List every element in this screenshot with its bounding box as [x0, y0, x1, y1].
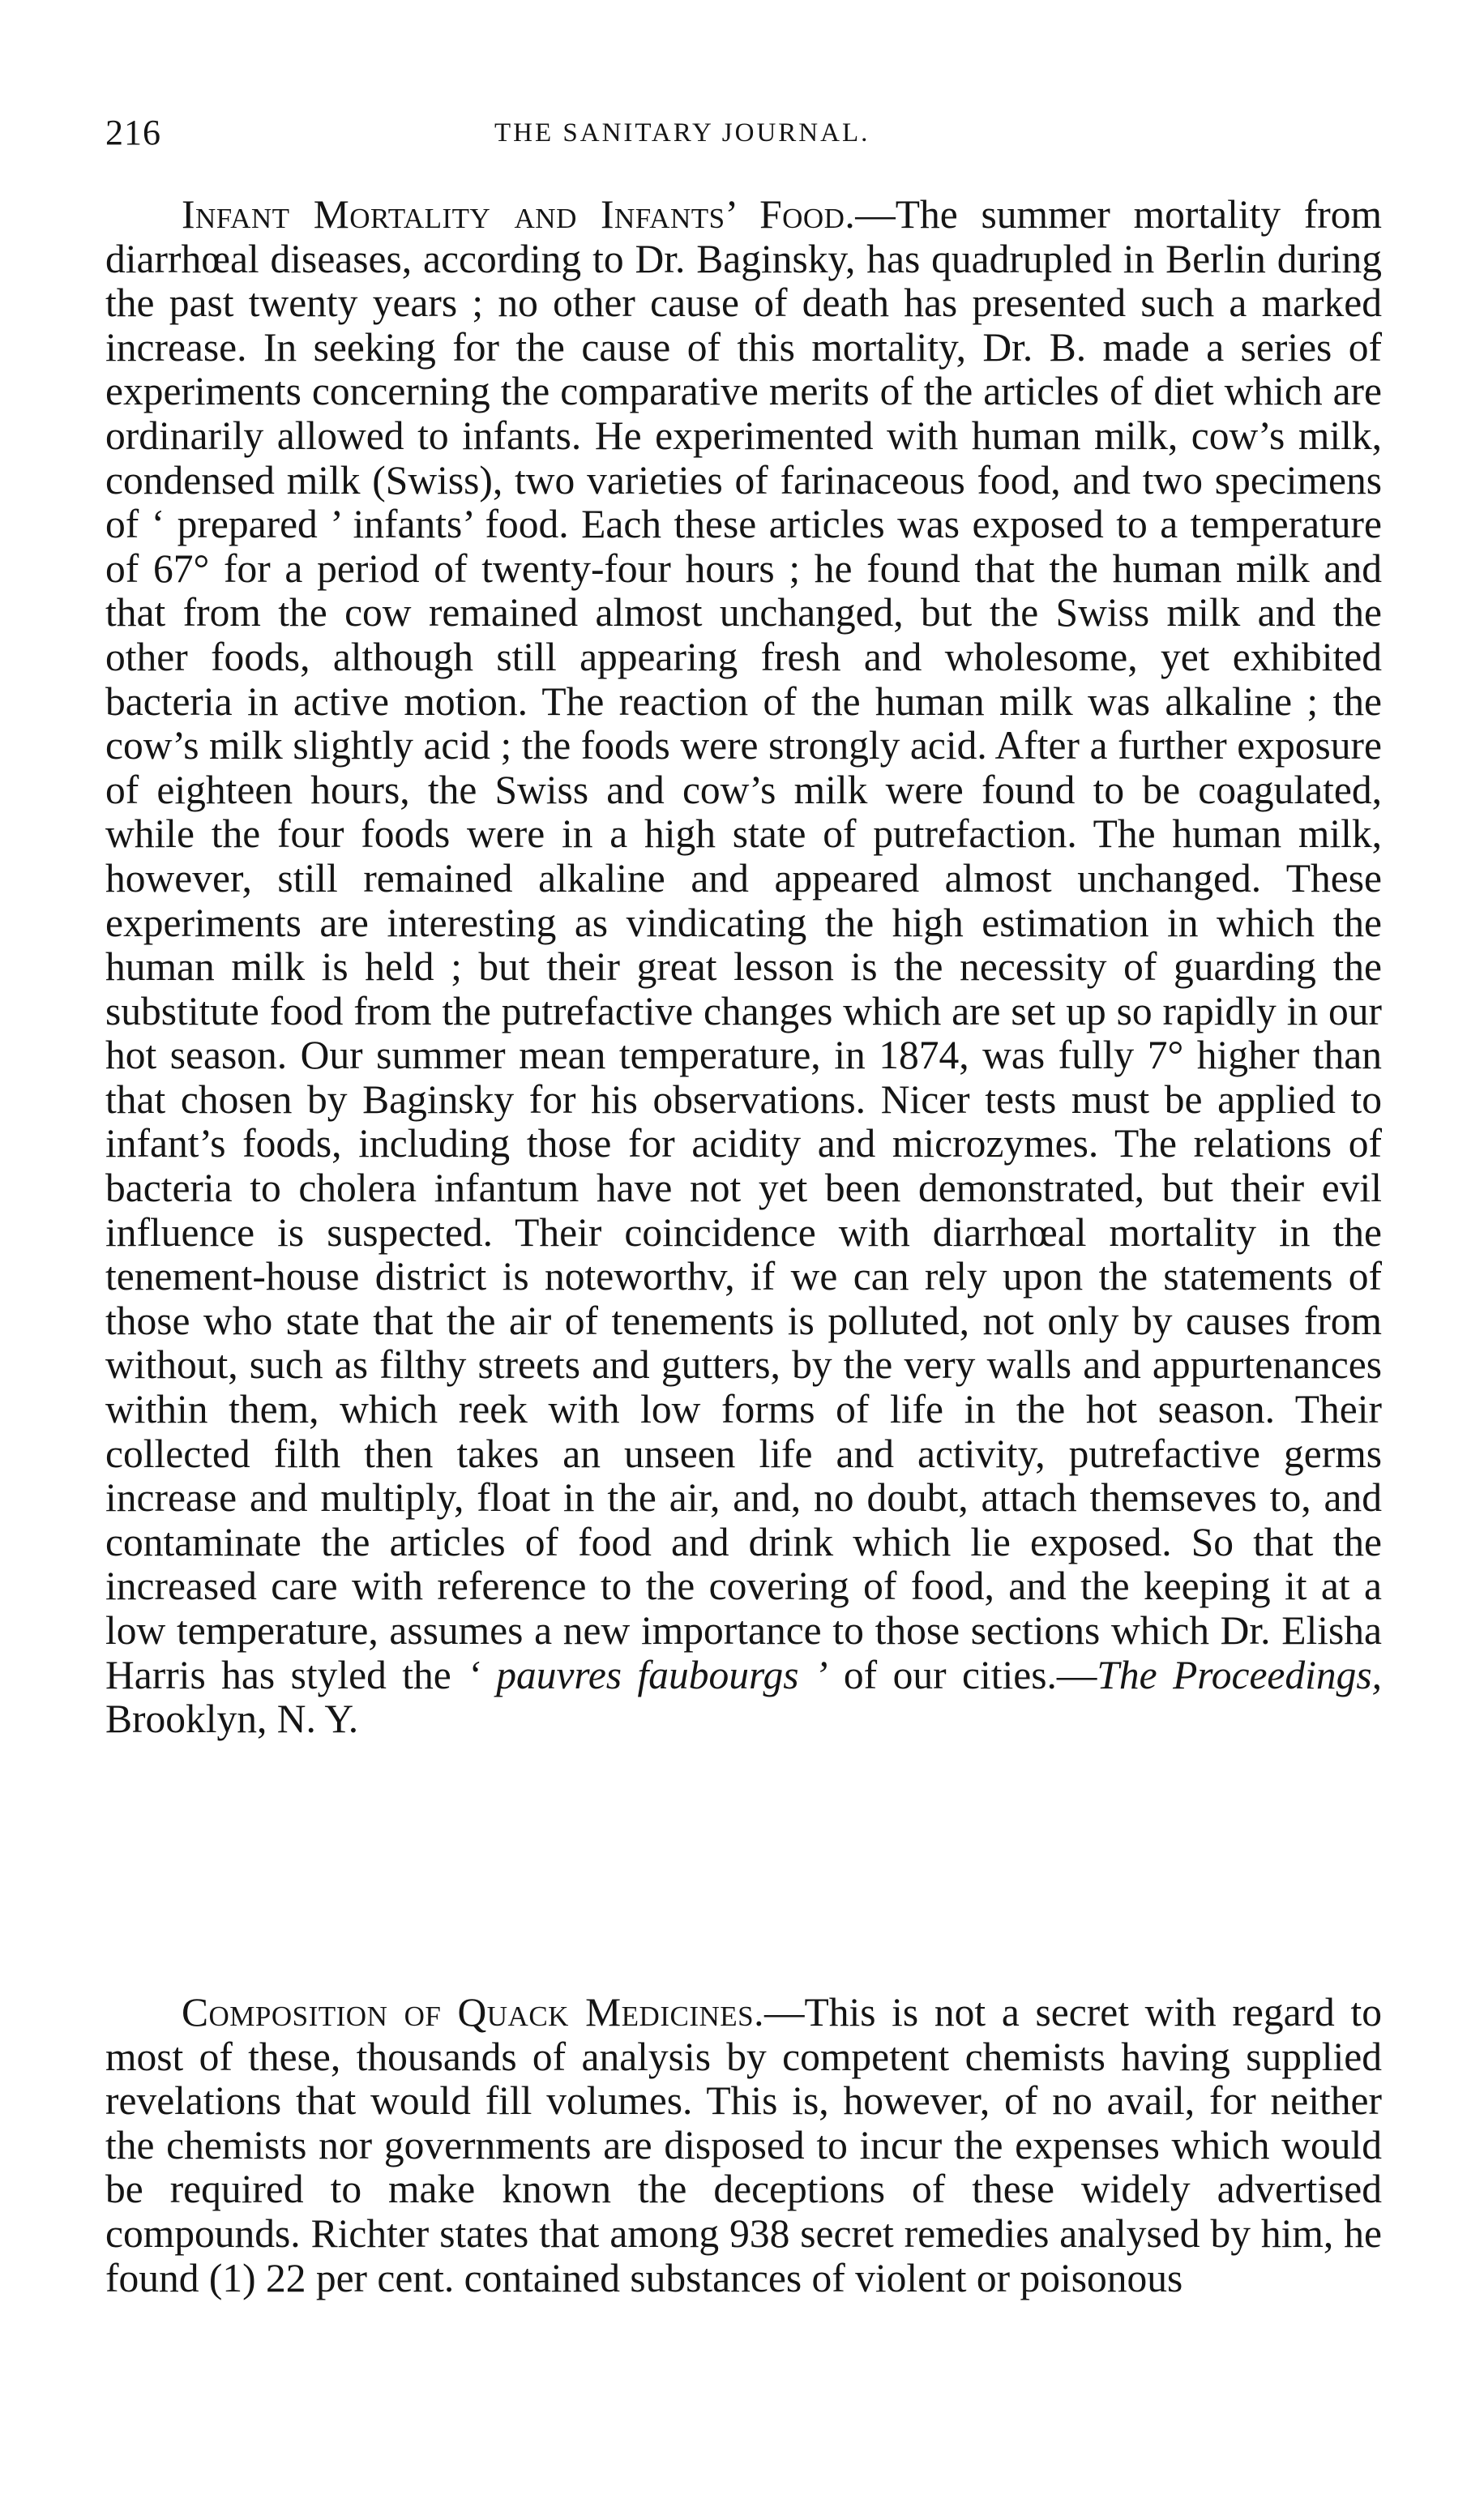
article-infant-mortality: [105, 193, 1382, 1742]
italic-phrase: ‘ pauvres faubourgs ’: [467, 1652, 828, 1697]
source-location: Brooklyn, N. Y.: [105, 1697, 359, 1742]
source-citation: The Proceedings,: [1097, 1652, 1383, 1697]
article-quack-medicines: [105, 1991, 1382, 2300]
running-title: THE SANITARY JOURNAL.: [494, 118, 870, 148]
article-body-text: —The summer mortality from diarrhœal diseases, according to Dr. Baginsky, has quadrupled in Berlin during the past twenty years ; no other cause of death has presented such a marked increase. In seeking for the cause of this mortality, Dr. B. made a series of experiments concerning the comparative merits of the articles of diet which are ordinarily allowed to infants. He experimented with human milk, cow’s milk, condensed milk (Swiss), two varieties of farinaceous food, and two specimens of ‘ prepared ’ infants’ food. Each these articles was exposed to a temperature of 67° for a period of twenty-four hours ; he found that the human milk and that from the cow remained almost unchanged, but the Swiss milk and the other foods, although still appearing fresh and wholesome, yet exhibited bacteria in active motion. The reaction of the human milk was alkaline ; the cow’s milk slightly acid ; the foods were strongly acid. After a further exposure of eighteen hours, the Swiss and cow’s milk were found to be coagulated, while the four foods were in a high state of putrefaction. The human milk, however, still remained alkaline and appeared almost unchanged. These experiments are interesting as vindicating the high estimation in which the human milk is held ; but their great lesson is the necessity of guarding the substitute food from the putrefactive changes which are set up so rapidly in our hot season. Our summer mean temperature, in 1874, was fully 7° higher than that chosen by Baginsky for his observations. Nicer tests must be applied to infant’s foods, including those for acidity and microzymes. The relations of bacteria to cholera infantum have not yet been demonstrated, but their evil influence is suspected. Their coincidence with diarrhœal mortality in the tenement-house district is noteworthv, if we can rely upon the statements of those who state that the air of tenements is polluted, not only by causes from without, such as filthy streets and gutters, by the very walls and appurtenances within them, which reek with low forms of life in the hot season. Their collected filth then takes an unseen life and activity, putrefactive germs increase and multiply, float in the air, and, no doubt, attach themseves to, and contaminate the articles of food and drink which lie exposed. So that the increased care with reference to the covering of food, and the keeping it at a low temperature, assumes a new importance to those sections which Dr. Elisha Harris has styled the: [105, 192, 1382, 1697]
article-heading: Composition of Quack Medicines.: [182, 1990, 764, 2035]
article-heading: Infant Mortality and Infants’ Food.: [182, 192, 856, 237]
article-paragraph: [105, 1991, 1382, 2300]
page-number: 216: [105, 113, 161, 152]
article-text-continued: of our cities.—: [828, 1652, 1097, 1697]
article-body-text: —This is not a secret with regard to most of these, thousands of analysis by competent chemists having supplied revelations that would fill volumes. This is, however, of no avail, for neither the chemists nor governments are disposed to incur the expenses which would be required to make known the deceptions of these widely advertised compounds. Richter states that among 938 secret remedies analysed by him, he found (1) 22 per cent. contained substances of violent or poisonous: [105, 1990, 1382, 2300]
article-paragraph: [105, 193, 1382, 1742]
page-header: [105, 112, 1378, 160]
